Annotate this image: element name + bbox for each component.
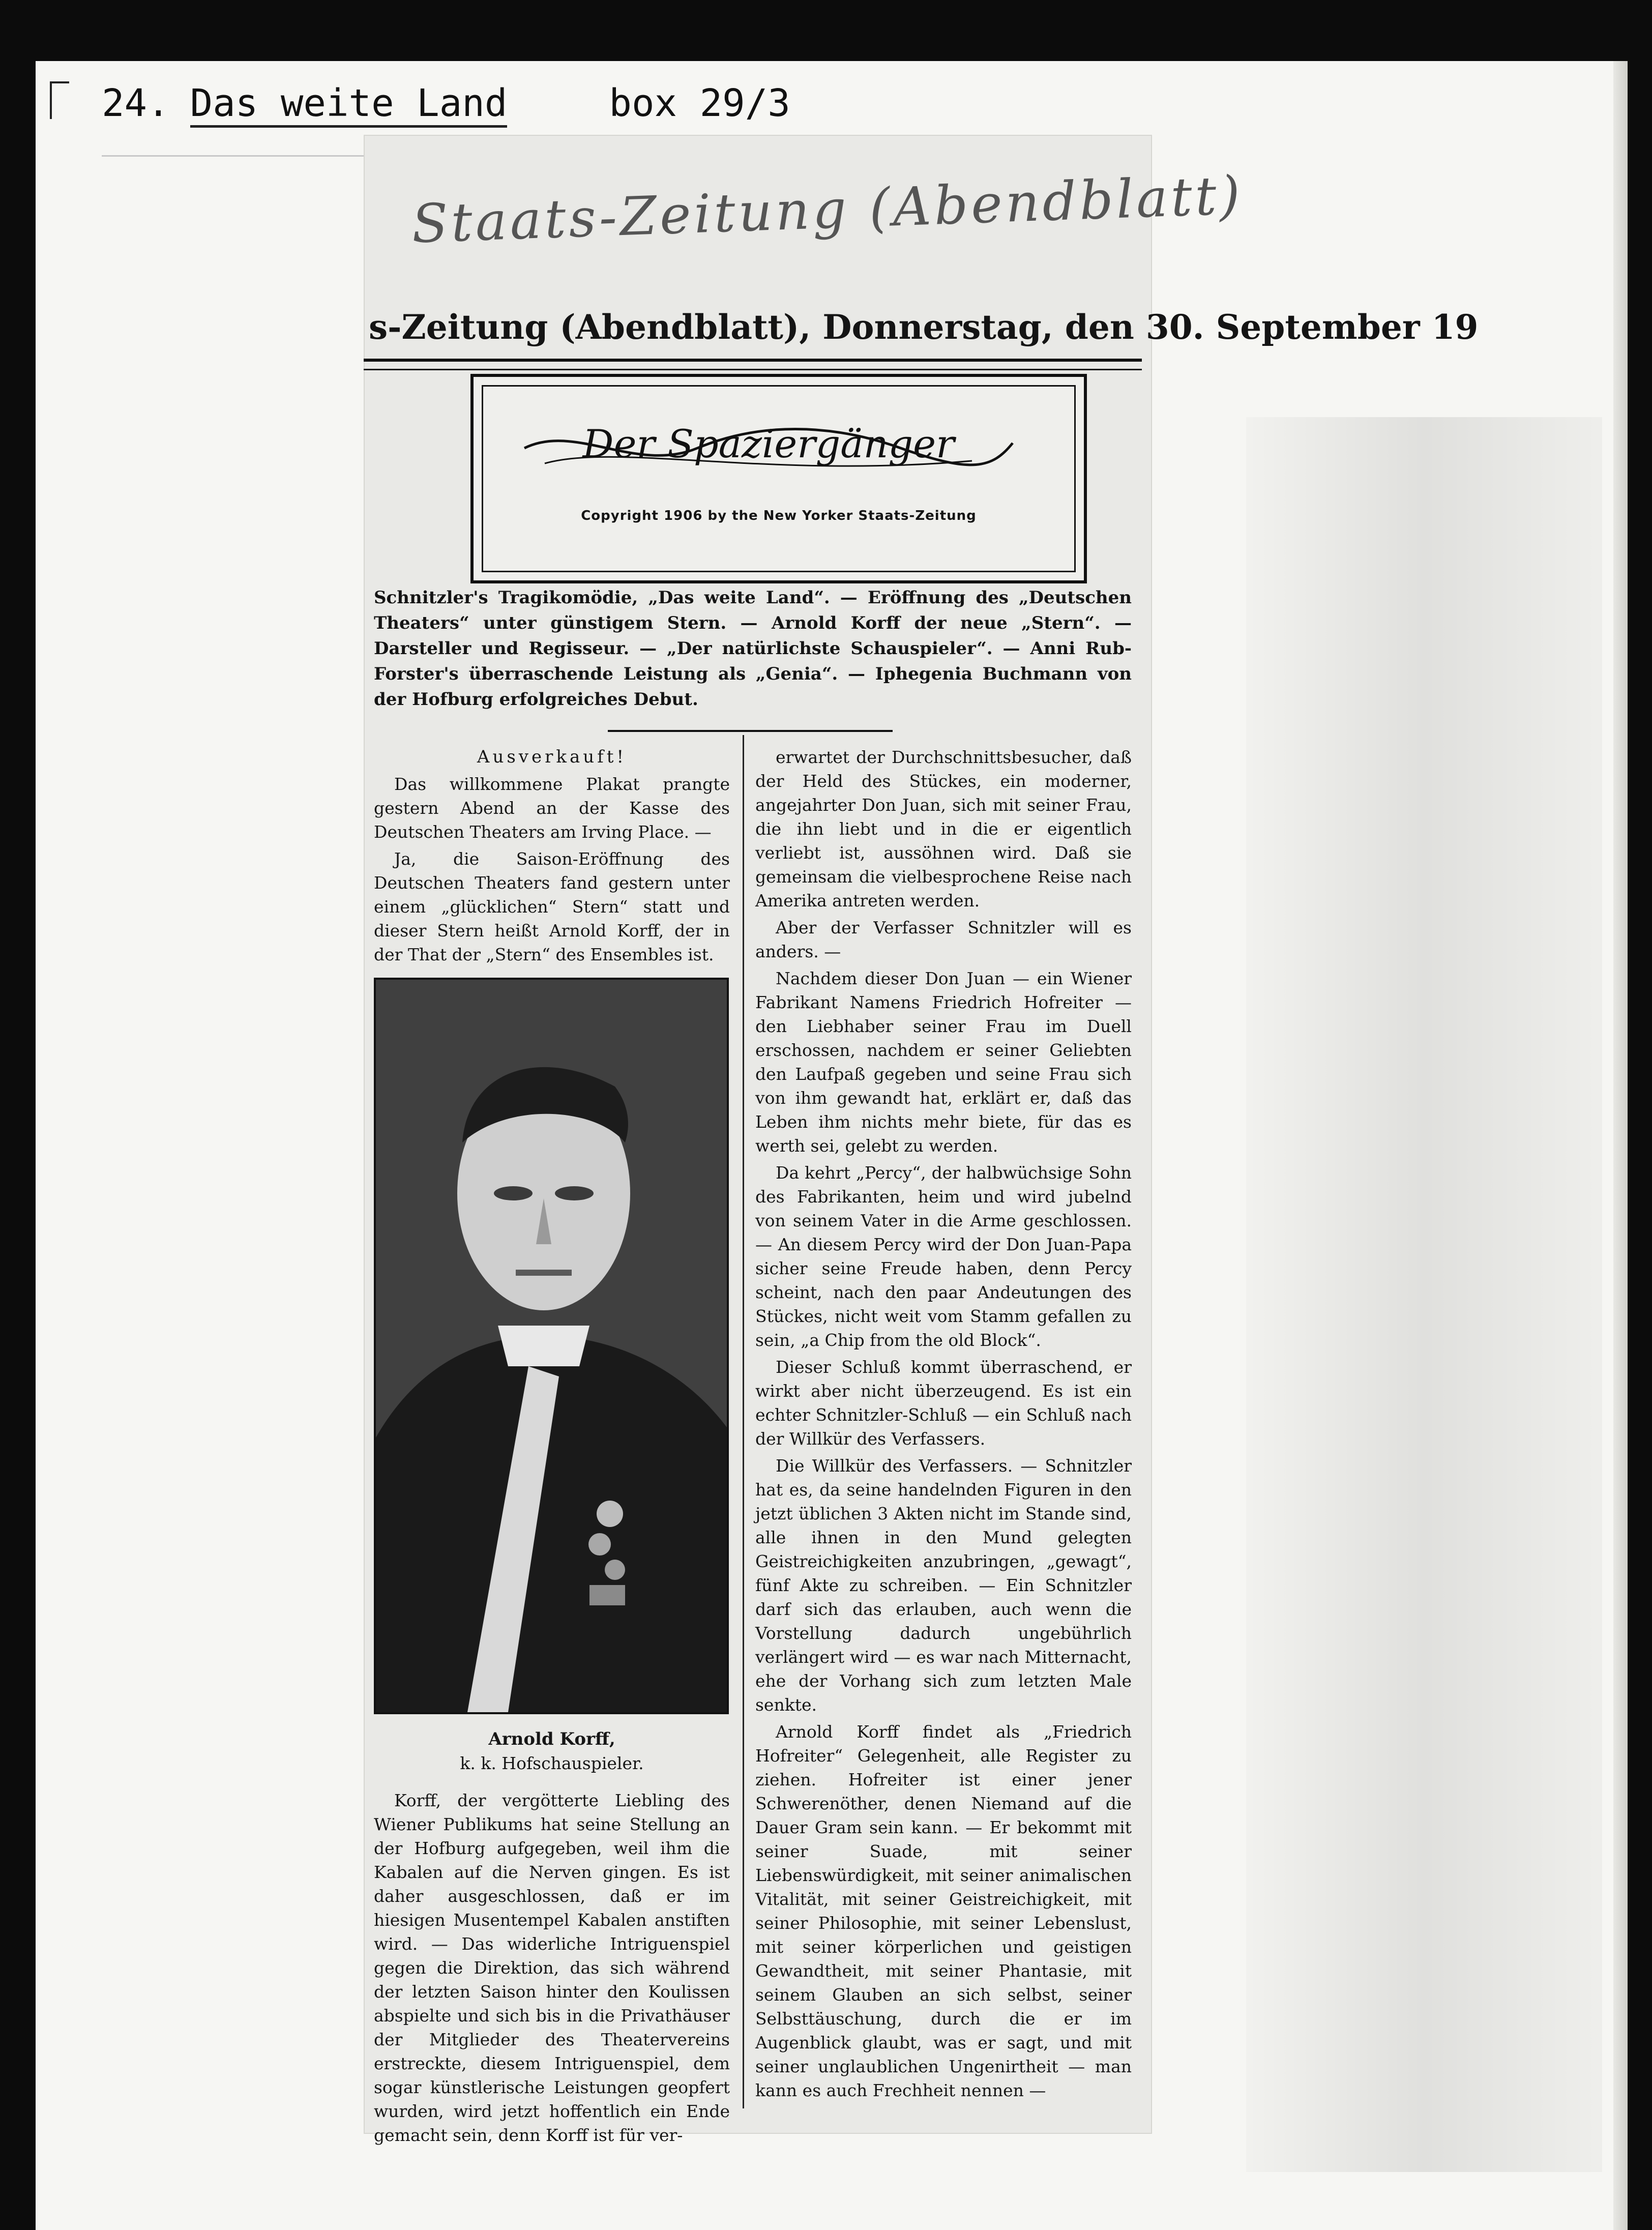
article-headline: Ausverkauft! <box>477 747 627 767</box>
column-masthead <box>470 374 1087 583</box>
paragraph: Aber der Verfasser Schnitzler will es anders. — <box>755 918 1132 961</box>
paragraph: Dieser Schluß kommt überraschend, er wirkt aber nicht überzeugend. Es ist ein echter Schnitzler-Schluß — ein Schluß nach der Willkür des Verfassers. <box>755 1357 1132 1449</box>
paragraph: Da kehrt „Percy“, der halbwüchsige Sohn des Fabrikanten, heim und wird jubelnd von seinem Vater in die Arme geschlossen. — An diesem Percy wird der Don Juan-Papa sicher seine Freude haben, denn Percy scheint, nach den paar Andeutungen des Stückes, nicht weit vom Stamm gefallen zu sein, „a Chip from the old Block“. <box>755 1163 1132 1350</box>
archive-box-label: box 29/3 <box>609 81 790 125</box>
masthead-copyright: Copyright 1906 by the New Yorker Staats-Zeitung <box>581 508 977 523</box>
archive-number: 24. <box>102 81 170 125</box>
article-summary: Schnitzler's Tragikomödie, „Das weite Land“. — Eröffnung des „Deutschen Theaters“ unter günstigem Stern. — Arnold Korff der neue „Stern“. — Darsteller und Regisseur. — „Der natürlichste Schauspieler“. — Anni Rub-Forster's überraschende Leistung als „Genia“. — Iphegenia Buchmann von der Hofburg erfolgreiches Debut. <box>374 588 1132 710</box>
paragraph: Das willkommene Plakat prangte gestern Abend an der Kasse des Deutschen Theaters am Irving Place. — <box>374 774 730 842</box>
show-through-shadow <box>1246 417 1602 2172</box>
dateline-rule <box>364 359 1142 370</box>
paragraph: Nachdem dieser Don Juan — ein Wiener Fabrikant Namens Friedrich Hofreiter — den Liebhaber seiner Frau im Duell erschossen, nachdem er seiner Geliebten den Laufpaß gegeben und seine Frau sich von ihm gewandt hat, erklärt er, daß das Leben ihm nichts mehr biete, für das es werth sei, gelebt zu werden. <box>755 969 1132 1156</box>
portrait-illustration <box>376 980 727 1712</box>
column-divider <box>743 735 744 2108</box>
paragraph: Die Willkür des Verfassers. — Schnitzler hat es, da seine handelnden Figuren in den jetzt üblichen 3 Akten nicht im Stande sind, alle ihnen in den Mund gelegten Geistreichigkeiten anzubringen, „gewagt“, fünf Akte zu schreiben. — Ein Schnitzler darf sich das erlauben, auch wenn die Vorstellung dadurch ungebührlich verlängert wird — es war nach Mitternacht, ehe der Vorhang sich zum letzten Male senkte. <box>755 1456 1132 1715</box>
summary-rule <box>608 730 893 732</box>
right-column <box>755 745 1132 2105</box>
paragraph: Korff, der vergötterte Liebling des Wiener Publikums hat seine Stellung an der Hofburg aufgegeben, weil ihm die Kabalen auf die Nerven gingen. Es ist daher ausgeschlossen, daß er im hiesigen Musentempel Kabalen anstiften wird. — Das widerliche Intriguenspiel gegen die Direktion, das sich während der letzten Saison hinter den Koulissen abspielte und sich bis in die Privathäuser der Mitglieder des Theatervereins erstreckte, diesem Intriguenspiel, dem sogar künstlerische Leistungen geopfert wurden, wird jetzt hoffentlich ein Ende gemacht sein, denn Korff ist für ver- <box>374 1791 730 2145</box>
archive-title: Das weite Land <box>190 81 508 128</box>
paragraph: Ja, die Saison-Eröffnung des Deutschen Theaters fand gestern unter einem „glücklichen“ Stern“ statt und dieser Stern heißt Arnold Korff, der in der That der „Stern“ des Ensembles ist. <box>374 849 730 964</box>
logo-text: Der Spaziergänger <box>582 421 955 466</box>
left-column <box>374 745 730 2150</box>
corner-mark <box>50 81 69 119</box>
handwritten-note: Staats-Zeitung (Abendblatt) <box>410 164 1244 255</box>
newspaper-dateline: s-Zeitung (Abendblatt), Donnerstag, den 30. September 19 <box>369 307 1479 347</box>
photo-caption-name: Arnold Korff, <box>488 1729 615 1749</box>
sheet-edge <box>1613 61 1628 2230</box>
photo-caption-role: k. k. Hofschauspieler. <box>460 1753 644 1773</box>
portrait-photo <box>374 978 729 1714</box>
paragraph: Arnold Korff findet als „Friedrich Hofreiter“ Gelegenheit, alle Register zu ziehen. Hofreiter ist einer jener Schwerenöther, denen Niemand auf die Dauer Gram sein kann. — Er bekommt mit seiner Suade, mit seiner Liebenswürdigkeit, mit seiner animalischen Vitalität, mit seiner Geistreichigkeit, mit seiner Philosophie, mit seiner Lebenslust, mit seiner körperlichen und geistigen Gewandtheit, mit seiner Phantasie, mit seinem Glauben an sich selbst, seiner Selbsttäuschung, durch die er im Augenblick glaubt, was er sagt, und mit seiner unglaublichen Ungenirtheit — man kann es auch Frechheit nennen — <box>755 1722 1132 2100</box>
spaziergaenger-logo <box>514 413 1023 484</box>
newspaper-clipping <box>364 135 1479 2145</box>
paragraph: erwartet der Durchschnittsbesucher, daß der Held des Stückes, ein moderner, angejahrter Don Juan, sich mit seiner Frau, die ihn liebt und in die er eigentlich verliebt ist, aussöhnen wird. Daß sie gemeinsam die vielbesprochene Reise nach Amerika antreten werden. <box>755 747 1132 911</box>
